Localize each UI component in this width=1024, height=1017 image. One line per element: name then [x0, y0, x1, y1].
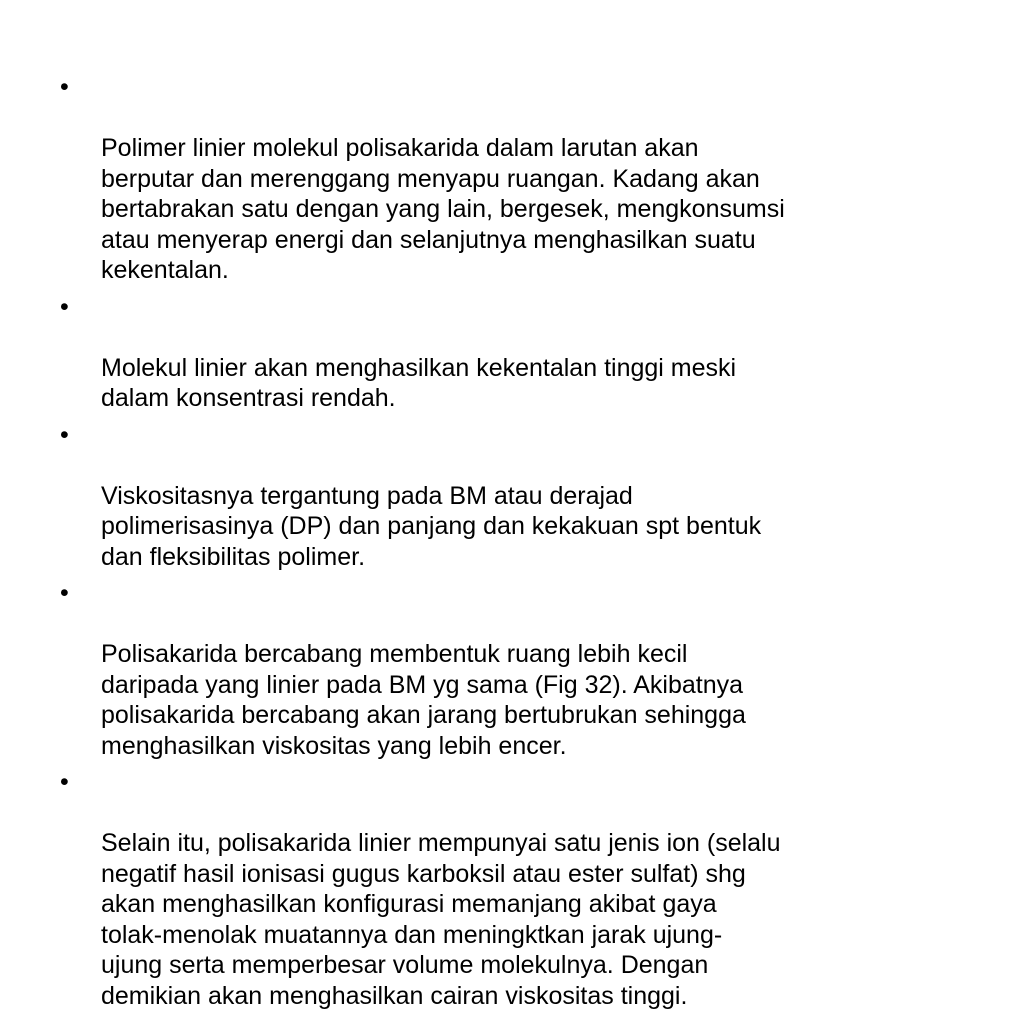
- bullet-item: [60, 72, 965, 286]
- bullet-marker: •: [60, 73, 69, 101]
- bullet-text: Polimer linier molekul polisakarida dalam larutan akan berputar dan merenggang menyapu ruangan. Kadang akan bertabrakan satu dengan yang lain, bergesek, mengkonsumsi atau menyerap energi dan selanjutnya menghasilkan suatu kekentalan.: [101, 134, 785, 284]
- bullet-marker: •: [60, 420, 69, 449]
- bullet-item: [60, 578, 965, 761]
- bullet-text: Molekul linier akan menghasilkan kekentalan tinggi meski dalam konsentrasi rendah.: [101, 353, 737, 412]
- bullet-marker: •: [60, 579, 69, 607]
- bullet-text: Polisakarida bercabang membentuk ruang lebih kecil daripada yang linier pada BM yg sama (Fig 32). Akibatnya polisakarida bercabang akan jarang bertubrukan sehingga menghasilkan viskositas yang lebih encer.: [101, 640, 746, 760]
- bullet-text: Viskositasnya tergantung pada BM atau derajad polimerisasinya (DP) dan panjang dan kekakuan spt bentuk dan fleksibilitas polimer.: [101, 481, 762, 571]
- bullet-item: [60, 767, 965, 1011]
- bullet-text: Selain itu, polisakarida linier mempunyai satu jenis ion (selalu negatif hasil ionisasi gugus karboksil atau ester sulfat) shg akan menghasilkan konfigurasi memanjang akibat gaya tolak-menolak muatannya dan meningktkan jarak ujung- ujung serta memperbesar volume molekulnya. Dengan demikian akan menghasilkan cairan viskositas tinggi.: [101, 829, 781, 1010]
- bullet-marker: •: [60, 292, 69, 321]
- bullet-marker: •: [60, 768, 69, 796]
- bullet-list: [60, 72, 965, 1017]
- bullet-item: [60, 420, 965, 573]
- bullet-item: [60, 292, 965, 414]
